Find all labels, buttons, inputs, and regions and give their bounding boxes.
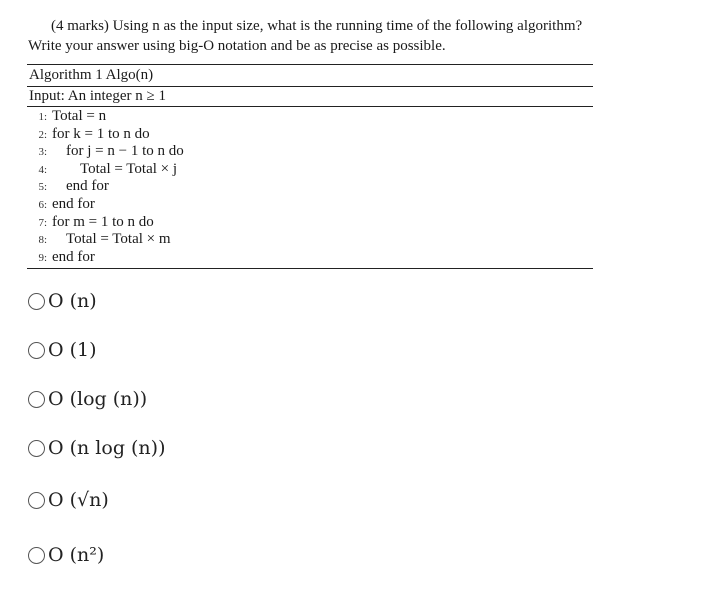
line-text: Total = Total × j bbox=[80, 160, 178, 177]
algorithm-line bbox=[27, 214, 593, 232]
line-number: 4: bbox=[38, 163, 47, 176]
line-text: Total = n bbox=[52, 108, 107, 124]
algorithm-line bbox=[27, 126, 593, 144]
radio-icon[interactable] bbox=[28, 342, 45, 359]
option-o-n-squared[interactable] bbox=[28, 544, 104, 566]
line-text: Total = Total × m bbox=[66, 231, 171, 248]
radio-icon[interactable] bbox=[28, 391, 45, 408]
option-o-sqrt-n[interactable] bbox=[28, 489, 109, 511]
algorithm-box bbox=[27, 64, 593, 269]
algorithm-title: Algorithm 1 Algo(n) bbox=[29, 67, 154, 83]
option-label: O (n) bbox=[48, 290, 97, 312]
line-text: end for bbox=[52, 248, 95, 265]
question-line-2: Write your answer using big-O notation and be as precise as possible. bbox=[28, 38, 446, 54]
algorithm-lines bbox=[27, 107, 593, 266]
option-label: O (√n) bbox=[48, 489, 109, 511]
line-number: 5: bbox=[38, 181, 47, 194]
line-text: end for bbox=[52, 195, 95, 212]
radio-icon[interactable] bbox=[28, 440, 45, 457]
algorithm-input: Input: An integer n ≥ 1 bbox=[29, 88, 166, 104]
line-text: for m = 1 to n do bbox=[52, 213, 154, 230]
option-o-n[interactable] bbox=[28, 290, 97, 312]
line-number: 2: bbox=[38, 128, 47, 141]
line-text: end for bbox=[66, 178, 109, 195]
question-text bbox=[28, 16, 698, 56]
line-number: 6: bbox=[38, 198, 47, 211]
algorithm-line bbox=[27, 196, 593, 214]
option-o-log-n[interactable] bbox=[28, 388, 147, 410]
line-number: 9: bbox=[38, 251, 47, 264]
radio-icon[interactable] bbox=[28, 293, 45, 310]
algorithm-line bbox=[27, 108, 593, 126]
algorithm-line bbox=[27, 143, 593, 161]
option-label: O (n log (n)) bbox=[48, 437, 166, 459]
question-line-1: (4 marks) Using n as the input size, what is the running time of the following algorithm? bbox=[51, 18, 583, 34]
radio-icon[interactable] bbox=[28, 547, 45, 564]
algorithm-line bbox=[27, 231, 593, 249]
algorithm-line bbox=[27, 161, 593, 179]
line-number: 1: bbox=[38, 111, 47, 123]
option-label: O (n²) bbox=[48, 544, 105, 566]
line-number: 3: bbox=[38, 146, 47, 159]
radio-icon[interactable] bbox=[28, 492, 45, 509]
line-text: for j = n − 1 to n do bbox=[66, 143, 184, 160]
algorithm-line bbox=[27, 178, 593, 196]
line-text: for k = 1 to n do bbox=[52, 125, 150, 142]
line-number: 8: bbox=[38, 234, 47, 247]
option-o-1[interactable] bbox=[28, 339, 97, 361]
option-label: O (1) bbox=[48, 339, 97, 361]
algorithm-line bbox=[27, 249, 593, 267]
option-label: O (log (n)) bbox=[48, 388, 148, 410]
line-number: 7: bbox=[38, 216, 47, 229]
option-o-n-log-n[interactable] bbox=[28, 437, 166, 459]
